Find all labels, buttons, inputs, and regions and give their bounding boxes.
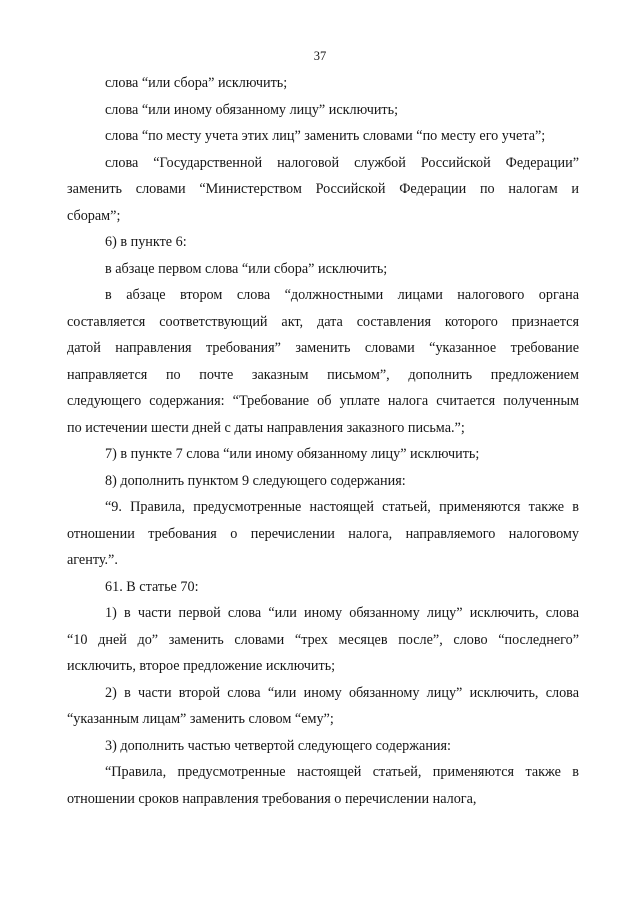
text-line: сборам”; xyxy=(67,207,121,224)
text-line: в абзаце первом слова “или сбора” исключить; xyxy=(105,260,388,277)
text-line: по истечении шести дней с даты направления заказного письма.”; xyxy=(67,419,465,436)
text-line: исключить, второе предложение исключить; xyxy=(67,658,336,674)
paragraph xyxy=(67,494,579,574)
paragraph xyxy=(67,97,579,124)
paragraph xyxy=(67,680,579,733)
paragraph xyxy=(67,733,579,760)
text-line: 8) дополнить пунктом 9 следующего содержания: xyxy=(105,472,406,489)
text-line: в абзаце втором слова “должностными лицами налогового органа xyxy=(105,287,579,303)
paragraph xyxy=(67,759,579,812)
text-line: отношении требования о перечислении налога, направляемого налоговому xyxy=(67,525,579,542)
text-line: “9. Правила, предусмотренные настоящей статьей, применяются также в xyxy=(105,499,579,515)
paragraph xyxy=(67,574,579,601)
text-line: слова “или иному обязанному лицу” исключить; xyxy=(105,101,399,118)
text-line: заменить словами “Министерством Российской Федерации по налогам и xyxy=(67,181,579,197)
text-line: 3) дополнить частью четвертой следующего содержания: xyxy=(105,737,451,754)
text-line: агенту.”. xyxy=(67,552,118,568)
text-line: “Правила, предусмотренные настоящей статьей, применяются также в xyxy=(105,764,579,780)
text-line: отношении сроков направления требования о перечислении налога, xyxy=(67,790,477,807)
document-body xyxy=(67,70,579,812)
paragraph xyxy=(67,600,579,680)
paragraph xyxy=(67,282,579,441)
text-line: составляется соответствующий акт, дата составления которого признается xyxy=(67,313,579,330)
text-line: датой направления требования” заменить словами “указанное требование xyxy=(67,340,579,356)
text-line: следующего содержания: “Требование об уплате налога считается полученным xyxy=(67,393,579,409)
page-number: 37 xyxy=(313,49,327,63)
text-line: “10 дней до” заменить словами “трех месяцев после”, слово “последнего” xyxy=(67,631,579,648)
paragraph xyxy=(67,70,579,97)
text-line: 7) в пункте 7 слова “или иному обязанному лицу” исключить; xyxy=(105,446,480,462)
text-line: слова “или сбора” исключить; xyxy=(105,75,288,91)
text-line: 6) в пункте 6: xyxy=(105,234,187,250)
text-line: направляется по почте заказным письмом”, дополнить предложением xyxy=(67,366,579,383)
text-line: “указанным лицам” заменить словом “ему”; xyxy=(67,711,334,727)
paragraph xyxy=(67,229,579,256)
paragraph xyxy=(67,150,579,230)
text-line: 1) в части первой слова “или иному обязанному лицу” исключить, слова xyxy=(105,605,579,621)
paragraph xyxy=(67,123,579,150)
paragraph xyxy=(67,441,579,468)
text-line: слова “по месту учета этих лиц” заменить словами “по месту его учета”; xyxy=(105,128,546,144)
text-line: 2) в части второй слова “или иному обязанному лицу” исключить, слова xyxy=(105,684,579,701)
paragraph xyxy=(67,256,579,283)
text-line: слова “Государственной налоговой службой Российской Федерации” xyxy=(105,154,579,171)
text-line: 61. В статье 70: xyxy=(105,578,199,595)
paragraph xyxy=(67,468,579,495)
